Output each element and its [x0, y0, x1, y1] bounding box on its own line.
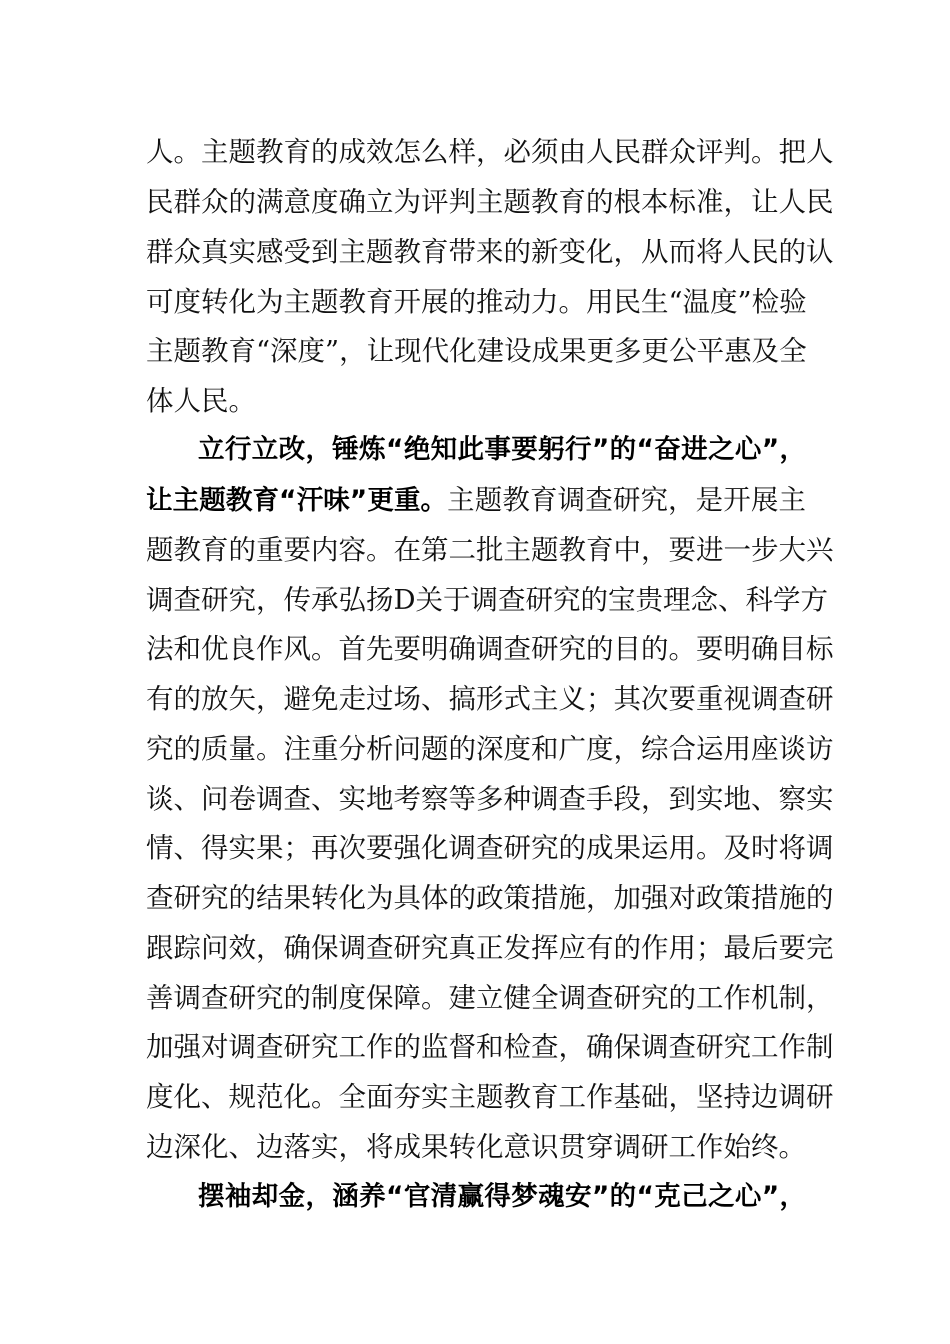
paragraph-1-line: 主题教育“深度”，让现代化建设成果更多更公平惠及全: [146, 335, 807, 367]
paragraph-1-line: 人。主题教育的成效怎么样，必须由人民群众评判。把人: [146, 136, 834, 168]
paragraph-2-line: 边深化、边落实，将成果转化意识贯穿调研工作始终。: [146, 1131, 806, 1163]
paragraph-2-line: 调查研究，传承弘扬D关于调查研究的宝贵理念、科学方: [146, 584, 829, 616]
paragraph-2-line: 题教育的重要内容。在第二批主题教育中，要进一步大兴: [146, 534, 834, 566]
paragraph-1-line: 可度转化为主题教育开展的推动力。用民生“温度”检验: [146, 286, 807, 318]
paragraph-1-line: 群众真实感受到主题教育带来的新变化，从而将人民的认: [146, 236, 834, 268]
paragraph-2-line: 究的质量。注重分析问题的深度和广度，综合运用座谈访: [146, 733, 834, 765]
paragraph-2-line: 度化、规范化。全面夯实主题教育工作基础，坚持边调研: [146, 1081, 834, 1113]
paragraph-2-line: 查研究的结果转化为具体的政策措施，加强对政策措施的: [146, 882, 834, 914]
paragraph-2-line: 加强对调查研究工作的监督和检查，确保调查研究工作制: [146, 1031, 834, 1063]
paragraph-2-line: 善调查研究的制度保障。建立健全调查研究的工作机制，: [146, 982, 834, 1014]
paragraph-1-line: 体人民。: [146, 385, 256, 417]
paragraph-2-text: 主题教育调查研究，是开展主: [447, 484, 806, 516]
paragraph-2-line: 有的放矢，避免走过场、搞形式主义；其次要重视调查研: [146, 683, 834, 715]
paragraph-2-line: 法和优良作风。首先要明确调查研究的目的。要明确目标: [146, 633, 834, 665]
paragraph-2-line: 谈、问卷调查、实地考察等多种调查手段，到实地、察实: [146, 783, 834, 815]
paragraph-2-line: [146, 480, 806, 520]
paragraph-1-line: 民群众的满意度确立为评判主题教育的根本标准，让人民: [146, 186, 834, 218]
paragraph-2-heading: 立行立改，锤炼“绝知此事要躬行”的“奋进之心”，: [198, 434, 806, 465]
paragraph-2-line: 跟踪问效，确保调查研究真正发挥应有的作用；最后要完: [146, 932, 834, 964]
paragraph-2-heading-end: 让主题教育“汗味”更重。: [146, 485, 448, 516]
paragraph-3-heading: 摆袖却金，涵养“官清赢得梦魂安”的“克己之心”，: [198, 1181, 806, 1212]
paragraph-2-line: 情、得实果；再次要强化调查研究的成果运用。及时将调: [146, 832, 834, 864]
